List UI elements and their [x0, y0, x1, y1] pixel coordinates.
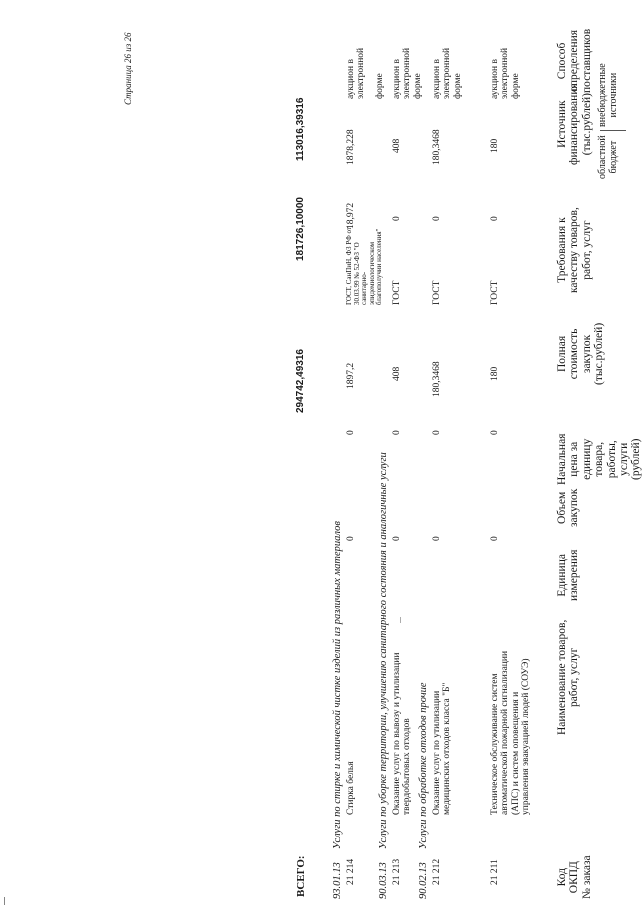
row-4-name: Стирка белья [346, 761, 356, 815]
row-2-code: 21 212 [432, 858, 442, 885]
row-3-code: 21 213 [392, 858, 402, 885]
row-4-method: аукцион в электронной форме [346, 47, 385, 99]
totals-regional: 181726,10000 [295, 197, 306, 261]
header-unit: Единица измерения [556, 549, 581, 601]
row-3-extra: 408 [392, 138, 402, 153]
row-1-volume: 0 [490, 536, 500, 541]
row-1-requirements: ГОСТ [490, 280, 500, 305]
totals-extra: 113016,39316 [295, 97, 306, 161]
row-4-extra: 1878,228 [346, 129, 356, 165]
row-1-code: 21 211 [490, 859, 500, 885]
row-3-regional: 0 [392, 216, 402, 221]
section-2-heading: 90.03.13 Услуги по уборке территории, улучшению санитарного состояния и аналогичные услуги [378, 452, 389, 899]
scan-mark [400, 617, 401, 623]
header-price: Начальная цена за единицу товара, работы, услуги (рублей) [556, 433, 643, 485]
row-4-code: 21 214 [346, 858, 356, 885]
header-method: Способ определения поставщиков [556, 28, 593, 93]
row-1-method: аукцион в электронной форме [490, 47, 521, 99]
row-2-volume: 0 [432, 536, 442, 541]
row-3-name: Оказание услуг по вывозу и утилизации твердобытовых отходов [392, 652, 413, 815]
row-2-total: 180,3468 [432, 361, 442, 397]
row-1-name: Техническое обслуживание систем автоматической пожарной сигнализации (АПС) и систем оповещения и управления эвакуацией людей (СОУЭ) [490, 650, 531, 815]
row-2-regional: 0 [432, 216, 442, 221]
scan-mark [4, 897, 5, 905]
row-1-extra: 180 [490, 138, 500, 153]
header-source-regional: областной бюджет [597, 135, 619, 179]
totals-label: ВСЕГО: [295, 855, 307, 897]
row-4-volume: 0 [346, 536, 356, 541]
row-3-requirements: ГОСТ [392, 280, 402, 305]
row-4-price: 0 [346, 430, 356, 435]
row-1-regional: 0 [490, 216, 500, 221]
row-2-requirements: ГОСТ [432, 280, 442, 305]
header-total: Полная стоимость закупок (тыс.рублей) [556, 322, 606, 385]
header-requirements: Требования к качеству товаров, работ, услуг [556, 207, 593, 293]
row-1-price: 0 [490, 430, 500, 435]
row-3-price: 0 [392, 430, 402, 435]
row-4-regional: 18,972 [346, 202, 356, 229]
page-number: Страница 26 из 26 [123, 32, 133, 105]
row-4-total: 1897,2 [346, 362, 356, 389]
row-2-price: 0 [432, 430, 442, 435]
row-3-total: 408 [392, 366, 402, 381]
header-source-extra: внебюджетные источники [597, 63, 619, 127]
row-2-method: аукцион в электронной форме [432, 47, 463, 99]
section-3-heading: 93.01.13 Услуги по стирке и химической чистке изделий из различных материалов [332, 521, 343, 899]
section-1-heading: 90.02.13 Услуги по обработке отходов прочие [418, 682, 429, 899]
header-volume: Объем закупок [556, 488, 581, 527]
row-1-total: 180 [490, 366, 500, 381]
header-sources: Источник финансирования (тыс.рублей) [556, 83, 593, 165]
row-2-name: Оказание услуг по утилизации медицинских отходов класса "Б" [432, 682, 453, 815]
totals-total: 294742,49316 [295, 349, 306, 413]
row-4-requirements: ГОСТ, СанПиН, ФЗ РФ от 30.03.99 № 52-ФЗ "О санитарно- эпидемиологическом благополучии населения" [345, 227, 384, 305]
row-2-extra: 180,3468 [432, 129, 442, 165]
header-name: Наименование товаров, работ, услуг [556, 619, 581, 735]
header-divider [600, 130, 626, 131]
row-3-volume: 0 [392, 536, 402, 541]
header-code: Код ОКПД № заказа [556, 855, 593, 899]
row-3-method: аукцион в электронной форме [392, 47, 423, 99]
